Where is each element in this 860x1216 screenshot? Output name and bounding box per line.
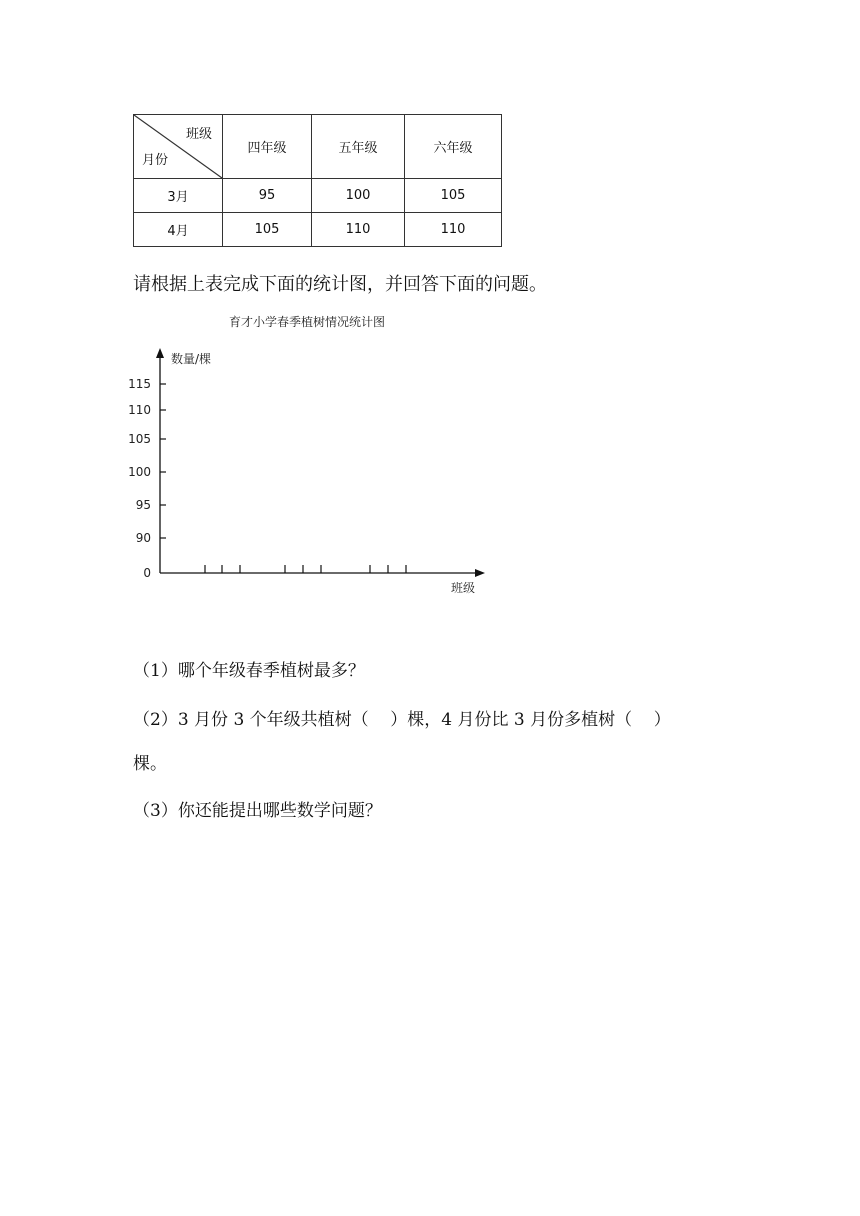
x-axis-arrow (475, 569, 485, 577)
table-header-row (134, 115, 502, 179)
y-tick-label: 105 (128, 432, 151, 446)
data-table (133, 114, 502, 247)
x-axis-label: 班级 (451, 581, 476, 595)
column-header: 六年级 (405, 115, 502, 179)
y-tick-label: 0 (143, 566, 151, 580)
y-tick-label: 90 (135, 531, 151, 545)
instruction-text: 请根据上表完成下面的统计图，并回答下面的问题。 (133, 274, 547, 295)
table-row (134, 179, 502, 213)
table-row (134, 213, 502, 247)
y-tick-label: 110 (128, 403, 151, 417)
table-cell: 95 (223, 179, 312, 213)
table-cell: 105 (223, 213, 312, 247)
corner-label-month: 月份 (142, 153, 169, 168)
row-label: 3月 (134, 179, 223, 213)
table-cell: 110 (312, 213, 405, 247)
y-axis-label: 数量/棵 (171, 352, 212, 366)
bar-chart (125, 308, 495, 600)
y-tick-label: 115 (128, 377, 151, 391)
y-tick-label: 95 (135, 498, 151, 512)
chart-title: 育才小学春季植树情况统计图 (228, 315, 386, 329)
question-2-line-1: （2）3 月份 3 个年级共植树（ ）棵，4 月份比 3 月份多植树（ ） (133, 710, 671, 730)
y-tick-label: 100 (128, 465, 151, 479)
y-axis-arrow (156, 348, 164, 358)
table-cell: 100 (312, 179, 405, 213)
column-header: 四年级 (223, 115, 312, 179)
corner-label-class: 班级 (185, 127, 212, 142)
table-cell: 105 (405, 179, 502, 213)
x-ticks (205, 565, 406, 573)
table-cell: 110 (405, 213, 502, 247)
question-3: （3）你还能提出哪些数学问题？ (133, 801, 382, 821)
question-1: （1）哪个年级春季植树最多？ (133, 661, 365, 681)
row-label: 4月 (134, 213, 223, 247)
table-corner-cell (134, 115, 223, 179)
question-2-line-2: 棵。 (133, 754, 167, 774)
column-header: 五年级 (312, 115, 405, 179)
